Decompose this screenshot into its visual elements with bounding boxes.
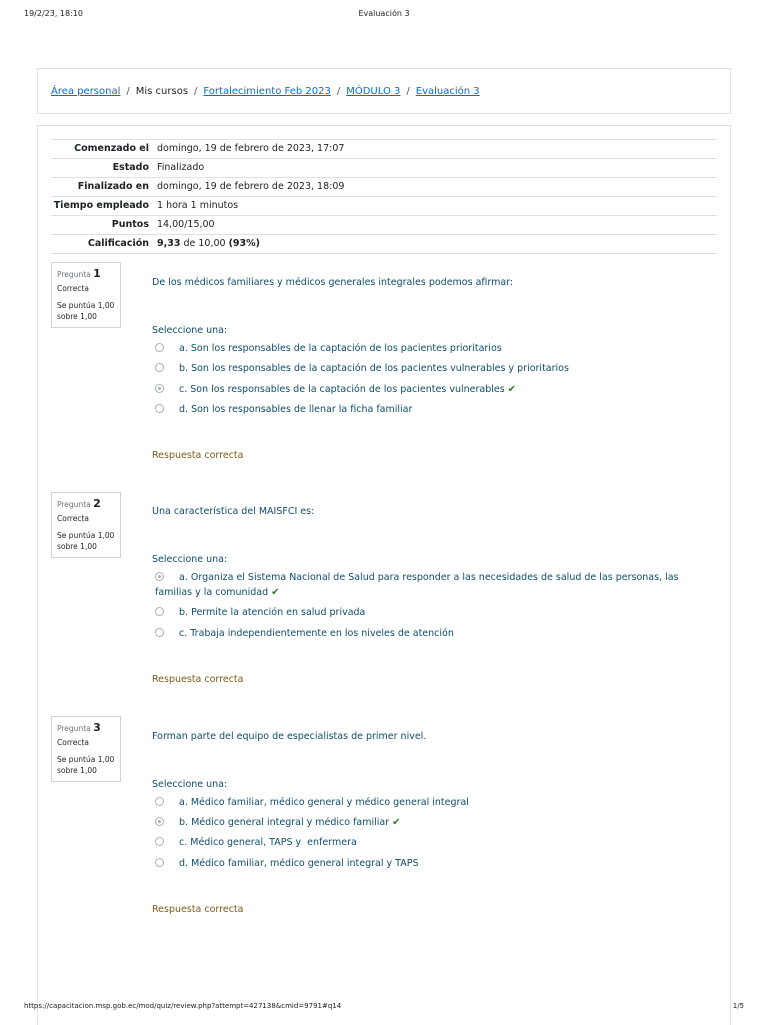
- summary-label: Tiempo empleado: [53, 200, 149, 211]
- summary-value: 14,00/15,00: [157, 219, 215, 230]
- question-grade: Se puntúa 1,00 sobre 1,00: [57, 755, 115, 775]
- question-number-label: Pregunta: [57, 270, 91, 279]
- breadcrumb-separator: /: [336, 85, 341, 97]
- answer-option-label: a. Médico familiar, médico general y médico general integral: [179, 797, 469, 808]
- radio-icon[interactable]: [155, 404, 164, 413]
- breadcrumb-home-link[interactable]: Área personal: [51, 85, 121, 97]
- question-number-value: 2: [93, 497, 101, 510]
- question-state: Correcta: [57, 514, 89, 523]
- summary-label: Calificación: [87, 238, 149, 249]
- answer-option-selected: [155, 570, 715, 600]
- answer-option-label: b. Son los responsables de la captación de los pacientes vulnerables y prioritarios: [179, 363, 569, 374]
- answer-option-label: d. Son los responsables de llenar la ficha familiar: [179, 404, 413, 415]
- question-feedback: Respuesta correcta: [152, 904, 244, 915]
- summary-value: Finalizado: [157, 162, 205, 173]
- radio-icon[interactable]: [155, 343, 164, 352]
- question-number: [57, 721, 115, 734]
- summary-row-time: [51, 197, 717, 216]
- question-feedback: Respuesta correcta: [152, 674, 244, 685]
- summary-label: Puntos: [111, 219, 149, 230]
- answer-option: [155, 626, 715, 641]
- answer-option-label: c. Médico general, TAPS y enfermera: [179, 837, 357, 848]
- print-header: [0, 9, 768, 23]
- question-text: De los médicos familiares y médicos generales integrales podemos afirmar:: [152, 277, 514, 288]
- check-icon: ✔: [271, 587, 280, 598]
- question-grade: Se puntúa 1,00 sobre 1,00: [57, 531, 115, 551]
- check-icon: ✔: [507, 384, 517, 395]
- question-number: [57, 497, 115, 510]
- breadcrumb-separator: /: [194, 85, 198, 97]
- print-title: Evaluación 3: [358, 9, 410, 18]
- answer-option: [155, 605, 715, 620]
- radio-icon[interactable]: [155, 572, 164, 581]
- summary-label: Estado: [112, 162, 149, 173]
- question-grade: Se puntúa 1,00 sobre 1,00: [57, 301, 115, 321]
- summary-label: Finalizado en: [77, 181, 149, 192]
- print-date: 19/2/23, 18:10: [24, 9, 83, 18]
- question-info-box: [51, 262, 121, 328]
- summary-value: domingo, 19 de febrero de 2023, 17:07: [157, 143, 345, 154]
- breadcrumb-separator: /: [406, 85, 410, 97]
- radio-icon[interactable]: [155, 384, 164, 393]
- answer-option-selected: [155, 815, 715, 830]
- question-number-label: Pregunta: [57, 500, 91, 509]
- radio-icon[interactable]: [155, 797, 164, 806]
- breadcrumb-module-link[interactable]: MÓDULO 3: [346, 85, 401, 97]
- answer-option: [155, 795, 715, 810]
- summary-row-points: [51, 216, 717, 235]
- answer-option: [155, 361, 715, 376]
- answer-option: [155, 856, 715, 871]
- question-state: Correcta: [57, 738, 89, 747]
- breadcrumb: [37, 68, 731, 114]
- summary-value: [154, 235, 717, 254]
- question-info-box: [51, 492, 121, 558]
- answer-option-label: a. Organiza el Sistema Nacional de Salud para responder a las necesidades de salud de las personas, las familias y la comunidad: [155, 572, 679, 598]
- radio-icon[interactable]: [155, 628, 164, 637]
- grade-percent: (93%): [228, 238, 261, 249]
- radio-icon[interactable]: [155, 607, 164, 616]
- breadcrumb-course-link[interactable]: Fortalecimiento Feb 2023: [203, 85, 331, 97]
- answer-option-selected: [155, 382, 715, 397]
- answer-option-label: b. Médico general integral y médico familiar: [179, 817, 390, 828]
- summary-row-state: [51, 159, 717, 178]
- question-state: Correcta: [57, 284, 89, 293]
- answer-option-label: b. Permite la atención en salud privada: [179, 607, 366, 618]
- question-number: [57, 267, 115, 280]
- breadcrumb-courses: Mis cursos: [135, 85, 189, 97]
- answer-option-wrapper: [155, 382, 715, 397]
- answer-option-label: c. Trabaja independientemente en los niveles de atención: [179, 628, 454, 639]
- check-icon: ✔: [392, 817, 401, 828]
- summary-value: domingo, 19 de febrero de 2023, 18:09: [157, 181, 345, 192]
- print-page-number: 1/5: [732, 1002, 744, 1010]
- question-prompt: Seleccione una:: [152, 554, 228, 565]
- question-number-value: 1: [93, 267, 101, 280]
- summary-value: 1 hora 1 minutos: [157, 200, 239, 211]
- summary-row-started: [51, 140, 717, 159]
- summary-row-finished: [51, 178, 717, 197]
- grade-max: de 10,00: [180, 238, 229, 249]
- question-prompt: Seleccione una:: [152, 779, 228, 790]
- answer-option: [155, 341, 715, 356]
- radio-icon[interactable]: [155, 858, 164, 867]
- question-text: Una característica del MAISFCI es:: [152, 506, 315, 517]
- radio-icon[interactable]: [155, 363, 164, 372]
- summary-row-grade: [51, 235, 717, 254]
- breadcrumb-separator: /: [126, 85, 130, 97]
- answer-option-label: d. Médico familiar, médico general integral y TAPS: [179, 858, 419, 869]
- radio-icon[interactable]: [155, 817, 164, 826]
- question-prompt: Seleccione una:: [152, 325, 228, 336]
- attempt-summary-table: [51, 139, 717, 254]
- answer-option-wrapper: [155, 815, 715, 830]
- answer-option: [155, 835, 715, 850]
- answer-option: [155, 402, 715, 417]
- print-url: https://capacitacion.msp.gob.ec/mod/quiz/review.php?attempt=427138&cmid=9791#q14: [24, 1002, 342, 1010]
- answer-option-wrapper: [155, 570, 715, 600]
- question-number-label: Pregunta: [57, 724, 91, 733]
- radio-icon[interactable]: [155, 837, 164, 846]
- answer-option-label: a. Son los responsables de la captación de los pacientes prioritarios: [179, 343, 502, 354]
- summary-label: Comenzado el: [74, 143, 149, 154]
- grade-value: 9,33: [157, 238, 181, 249]
- answer-option-label: c. Son los responsables de la captación de los pacientes vulnerables: [179, 384, 505, 395]
- question-feedback: Respuesta correcta: [152, 450, 244, 461]
- question-text: Forman parte del equipo de especialistas de primer nivel.: [152, 731, 427, 742]
- question-number-value: 3: [93, 721, 101, 734]
- breadcrumb-quiz-link[interactable]: Evaluación 3: [415, 85, 480, 97]
- question-info-box: [51, 716, 121, 782]
